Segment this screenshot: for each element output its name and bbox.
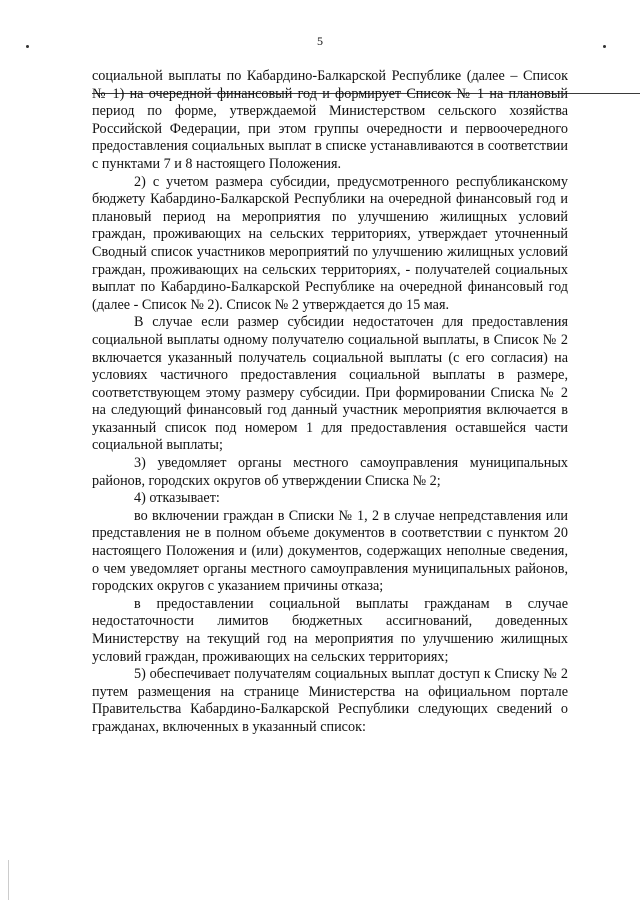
- paragraph-7: в предоставлении социальной выплаты гражданам в случае недостаточности лимитов бюджетных ассигнований, доведенных Министерству на текущий год на мероприятия по улучшению жилищных условий граждан, проживающих на сельских территориях;: [92, 595, 568, 665]
- paragraph-1: социальной выплаты по Кабардино-Балкарской Республике (далее – Список № 1) на очередной финансовый год и формирует Список № 1 на плановый период по форме, утверждаемой Министерством сельского хозяйства Российской Федерации, при этом группы очередности и первоочередного предоставления социальных выплат в списке устанавливаются в соответствии с пунктами 7 и 8 настоящего Положения.: [92, 68, 568, 172]
- paragraph-6: во включении граждан в Списки № 1, 2 в случае непредставления или представления не в полном объеме документов в соответствии с пунктом 20 настоящего Положения и (или) документов, содержащих неполные сведения, о чем уведомляет органы местного самоуправления муниципальных районов, городских округов с указанием причины отказа;: [92, 507, 568, 595]
- scan-dot-left: [26, 45, 29, 48]
- paragraph-8: 5) обеспечивает получателям социальных выплат доступ к Списку № 2 путем размещения на странице Министерства на официальном портале Правительства Кабардино-Балкарской Республики следующих сведений о гражданах, включенных в указанный список:: [92, 666, 568, 735]
- page-number: 5: [317, 34, 323, 48]
- paragraph-2: 2) с учетом размера субсидии, предусмотренного республиканскому бюджету Кабардино-Балкарской Республики на очередной финансовый год и плановый период на мероприятия по улучшению жилищных условий граждан, проживающих на сельских территориях, утверждает уточненный Сводный список участников мероприятий по улучшению жилищных условий граждан, проживающих на сельских территориях, - получателей социальных выплат по Кабардино-Балкарской Республике на очередной финансовый год (далее - Список № 2). Список № 2 утверждается до 15 мая.: [92, 173, 568, 313]
- paragraph-3: В случае если размер субсидии недостаточен для предоставления социальной выплаты одному получателю социальной выплаты, в Список № 2 включается указанный получатель социальной выплаты (с его согласия) на условиях частичного предоставления социальной выплаты в размере, соответствующем этому размеру субсидии. При формировании Списка № 2 на следующий финансовый год данный участник мероприятия включается в указанный список под номером 1 для предоставления оставшейся части социальной выплаты;: [92, 314, 568, 454]
- paragraph-5: 4) отказывает:: [134, 490, 220, 507]
- paragraph-4: 3) уведомляет органы местного самоуправления муниципальных районов, городских округов об утверждении Списка № 2;: [92, 455, 568, 489]
- scan-dot-right: [603, 45, 606, 48]
- document-body: [92, 68, 568, 737]
- scan-margin-line: [8, 860, 9, 900]
